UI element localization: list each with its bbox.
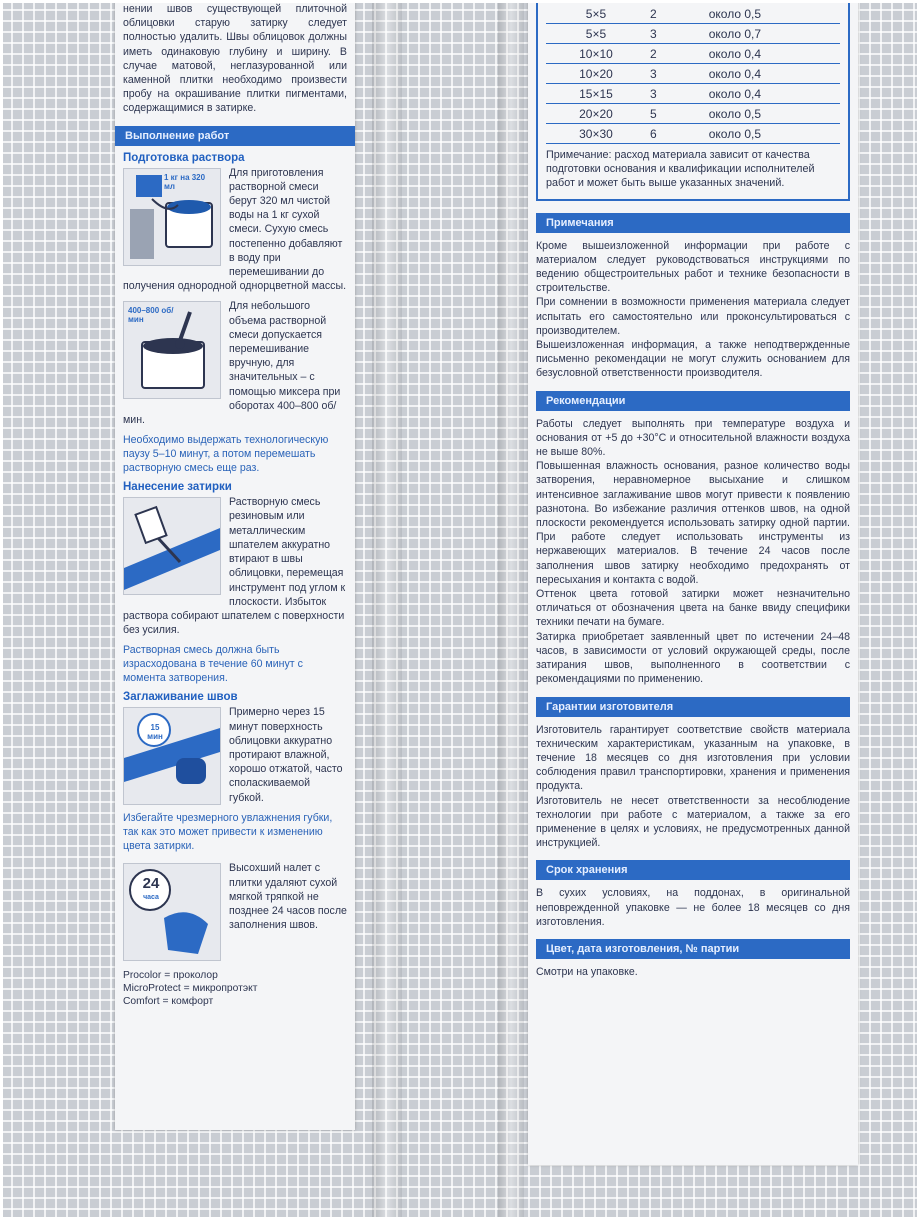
legend-item: MicroProtect = микропротэкт: [123, 983, 258, 995]
table-row: [546, 124, 840, 144]
intro-text: нении швов существующей плиточной облицовки старую затирку следует полностью удалить. Швы облицовок должны иметь одинаковую глубину и ширину. В случае матовой, неглазурованной или каменной плитки необходимо произвести пробу на окрашивание плитки пигментами, содержащимися в затирке.: [123, 3, 347, 115]
cloth-pictogram: [123, 863, 221, 961]
joint-width-cell: 3: [646, 64, 705, 84]
notes-header: Примечания: [536, 213, 850, 233]
consumption-cell: около 0,4: [705, 64, 840, 84]
apply-note: Растворная смесь должна быть израсходована в течение 60 минут с момента затворения.: [123, 644, 303, 685]
package-fold: [498, 0, 524, 1220]
mixer-bucket-pictogram: [123, 301, 221, 399]
work-section-header: Выполнение работ: [115, 126, 355, 146]
prep-step: [123, 166, 347, 294]
tile-size-cell: 5×5: [546, 4, 646, 24]
smooth-step: [123, 705, 347, 805]
bucket-water-pictogram: [123, 168, 221, 266]
color-date-text: Смотри на упаковке.: [536, 965, 638, 978]
table-row: [546, 44, 840, 64]
brand-legend: [123, 969, 347, 1008]
notes-section: [536, 213, 850, 381]
mix-pictogram-label: 400–800 об/мин: [128, 306, 174, 325]
smooth-pictogram-label: 15 мин: [147, 723, 163, 742]
table-row: [546, 84, 840, 104]
consumption-cell: около 0,5: [705, 4, 840, 24]
spatula-pictogram: [123, 497, 221, 595]
storage-section: [536, 860, 850, 929]
smooth-note: Избегайте чрезмерного увлажнения губки, так как это может привести к изменению цвета затирки.: [123, 812, 333, 853]
tile-size-cell: 15×15: [546, 84, 646, 104]
recommendations-text: Оттенок цвета готовой затирки может незначительно отличаться от обозначения цвета на банке ввиду специфики техники печати на бумаге.: [536, 588, 850, 629]
smooth-text: Примерно через 15 минут поверхность облицовки аккуратно протирают влажной, хорошо отжатой, часто споласкиваемой губкой.: [229, 706, 343, 804]
consumption-table: [546, 4, 840, 144]
clean-pictogram-number: 24: [142, 875, 160, 893]
apply-heading: Нанесение затирки: [123, 481, 232, 494]
tile-size-cell: 5×5: [546, 24, 646, 44]
notes-text: Вышеизложенная информация, а также неподтвержденные письменно рекомендации не могут служить основанием для безусловной ответственности производителя.: [536, 339, 850, 380]
recommendations-text: Затирка приобретает заявленный цвет по истечении 24–48 часов, в зависимости от условий окружающей среды, после затирания швов, выполненного в соответствии с рекомендациями по применению.: [536, 630, 850, 686]
sponge-pictogram: [123, 707, 221, 805]
recommendations-text: Работы следует выполнять при температуре воздуха и основания от +5 до +30°С и относительной влажности воздуха не выше 80%.: [536, 417, 850, 459]
notes-text: При сомнении в возможности применения материала следует испытать его самостоятельно или проконсультироваться с производителем.: [536, 296, 850, 337]
apply-step: [123, 495, 347, 637]
prep-heading: Подготовка раствора: [123, 151, 245, 164]
smooth-heading: Заглаживание швов: [123, 691, 238, 704]
tile-size-cell: 20×20: [546, 104, 646, 124]
joint-width-cell: 2: [646, 4, 705, 24]
table-row: [546, 64, 840, 84]
color-date-section: [536, 939, 850, 979]
joint-width-cell: 2: [646, 44, 705, 64]
consumption-cell: около 0,7: [705, 24, 840, 44]
legend-item: Comfort = комфорт: [123, 996, 214, 1008]
apply-text: Растворную смесь резиновым или металлическим шпателем аккуратно втирают в швы облицовки, перемещая инструмент под углом к плоскости. Избыток раствора собирают шпателем с поверхности без усилия.: [123, 496, 346, 637]
tile-size-cell: 10×20: [546, 64, 646, 84]
storage-text: В сухих условиях, на поддонах, в оригинальной неповрежденной упаковке — не более 18 месяцев со дня изготовления.: [536, 887, 850, 928]
consumption-cell: около 0,4: [705, 44, 840, 64]
consumption-cell: около 0,5: [705, 124, 840, 144]
table-note: Примечание: расход материала зависит от качества подготовки основания и квалификации исполнителей работ и может быть выше указанных значений.: [546, 149, 815, 190]
package-fold: [372, 0, 402, 1220]
recommendations-text: Повышенная влажность основания, разное количество воды затворения, неравномерное высыхание и слишком интенсивное заглаживание швов могут привести к появлению разнотона. Во избежание различия оттенков швов, на одной плоскости рекомендуется использовать затирку одной партии. При работе следует использовать инструменты из нержавеющих материалов. В течение 24 часов после заполнения швов затирку необходимо предохранять от пересыхания и контакта с водой.: [536, 460, 850, 586]
tile-size-cell: 10×10: [546, 44, 646, 64]
mix-text: Для небольшого объема растворной смеси допускается перемешивание вручную, для значительных – с помощью миксера при оборотах 400–800 об/мин.: [123, 300, 341, 427]
joint-width-cell: 5: [646, 104, 705, 124]
table-row: [546, 24, 840, 44]
consumption-cell: около 0,5: [705, 104, 840, 124]
table-row: [546, 4, 840, 24]
instructions-panel-right: [528, 0, 858, 1165]
clean-pictogram-unit: часа: [143, 894, 159, 902]
mix-step: [123, 299, 347, 427]
joint-width-cell: 3: [646, 84, 705, 104]
color-date-header: Цвет, дата изготовления, № партии: [536, 939, 850, 959]
clean-step: [123, 861, 347, 961]
joint-width-cell: 3: [646, 24, 705, 44]
instructions-panel-left: [115, 0, 355, 1130]
notes-text: Кроме вышеизложенной информации при работе с материалом следует руководствоваться инструкциями по ведению общестроительных работ и технике безопасности в строительстве.: [536, 239, 850, 295]
legend-item: Procolor = проколор: [123, 970, 218, 982]
consumption-table-box: [536, 0, 850, 201]
tile-size-cell: 30×30: [546, 124, 646, 144]
prep-pictogram-label: 1 кг на 320 мл: [164, 172, 206, 191]
clean-text: Высохший налет с плитки удаляют сухой мягкой тряпкой не позднее 24 часов после заполнения швов.: [229, 862, 347, 932]
storage-header: Срок хранения: [536, 860, 850, 880]
warranty-text: Изготовитель гарантирует соответствие свойств материала техническим характеристикам, указанным на упаковке, в течение 18 месяцев со дня изготовления при условии соблюдения правил транспортировки, хранения и применения продукта.: [536, 723, 850, 793]
joint-width-cell: 6: [646, 124, 705, 144]
prep-text: Для приготовления растворной смеси берут 320 мл чистой воды на 1 кг сухой смеси. Сухую смесь постепенно добавляют в воду при перемешивании до получения однородной однорцветной массы.: [123, 166, 347, 293]
warranty-header: Гарантии изготовителя: [536, 697, 850, 717]
consumption-cell: около 0,4: [705, 84, 840, 104]
warranty-text: Изготовитель не несет ответственности за несоблюдение технологии при работе с материалом, а также за его применение в целях и условиях, не предусмотренных данной инструкцией.: [536, 794, 850, 850]
recommendations-header: Рекомендации: [536, 391, 850, 411]
warranty-section: [536, 697, 850, 851]
recommendations-section: [536, 391, 850, 687]
pause-note: Необходимо выдержать технологическую паузу 5–10 минут, а потом перемешать растворную смесь еще раз.: [123, 434, 329, 475]
table-row: [546, 104, 840, 124]
